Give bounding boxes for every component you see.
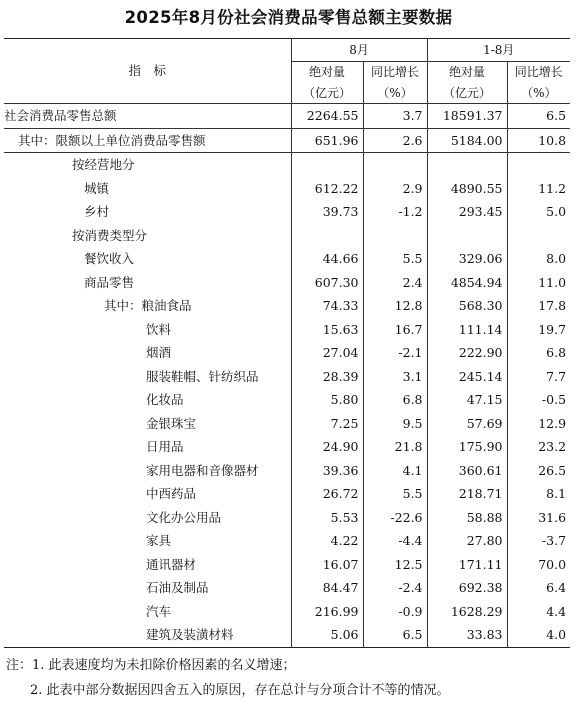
ytd-growth: 12.9 (507, 412, 570, 436)
aug-growth: 6.8 (363, 388, 427, 412)
table-row (4, 224, 570, 248)
indicator-header: 指 标 (4, 39, 291, 104)
row-label: 商品零售 (84, 274, 135, 290)
table-row (4, 506, 570, 530)
table-row (4, 341, 570, 365)
ytd-growth: 6.8 (507, 341, 570, 365)
ytd-value: 1628.29 (427, 600, 507, 624)
ytd-growth: 5.0 (507, 200, 570, 224)
aug-growth: 6.5 (363, 623, 427, 647)
row-label: 按消费类型分 (72, 227, 148, 243)
aug-value: 7.25 (291, 412, 363, 436)
note-2: 2. 此表中部分数据因四舍五入的原因，存在总计与分项合计不等的情况。 (30, 683, 450, 698)
aug-value: 27.04 (291, 341, 363, 365)
ytd-value: 222.90 (427, 341, 507, 365)
table-row (4, 576, 570, 600)
table-row (4, 365, 570, 389)
table-row (4, 412, 570, 436)
aug-value: 612.22 (291, 177, 363, 201)
period-aug-header: 8月 (291, 39, 427, 62)
aug-value: 24.90 (291, 435, 363, 459)
ytd-abs-unit: （亿元） (427, 83, 507, 104)
ytd-value: 360.61 (427, 459, 507, 483)
page-title: 2025年8月份社会消费品零售总额主要数据 (124, 8, 453, 27)
row-label: 家用电器和音像器材 (146, 462, 259, 478)
ytd-value: 4890.55 (427, 177, 507, 201)
table-row (4, 623, 570, 647)
table-row (4, 318, 570, 342)
table-row (4, 294, 570, 318)
aug-value: 5.06 (291, 623, 363, 647)
ytd-value: 329.06 (427, 247, 507, 271)
aug-value: 5.53 (291, 506, 363, 530)
row-label: 汽车 (146, 603, 172, 619)
aug-growth: 5.5 (363, 247, 427, 271)
ytd-growth: 8.0 (507, 247, 570, 271)
ytd-growth: 10.8 (507, 128, 570, 153)
ytd-value: 175.90 (427, 435, 507, 459)
aug-growth: 2.4 (363, 271, 427, 295)
table-row (4, 482, 570, 506)
ytd-growth: 4.0 (507, 623, 570, 647)
table-row (4, 271, 570, 295)
row-label: 餐饮收入 (84, 251, 135, 266)
aug-growth: 16.7 (363, 318, 427, 342)
ytd-growth: 4.4 (507, 600, 570, 624)
ytd-value: 218.71 (427, 482, 507, 506)
aug-growth: 4.1 (363, 459, 427, 483)
ytd-value: 245.14 (427, 365, 507, 389)
aug-growth: -1.2 (363, 200, 427, 224)
aug-growth-header: 同比增长 (363, 62, 427, 84)
aug-growth (363, 153, 427, 177)
ytd-value: 111.14 (427, 318, 507, 342)
ytd-value (427, 153, 507, 177)
aug-value: 74.33 (291, 294, 363, 318)
table-row (4, 553, 570, 577)
table-row (4, 435, 570, 459)
row-label: 文化办公用品 (146, 509, 222, 525)
note-1: 注：1. 此表速度均为未扣除价格因素的名义增速； (6, 658, 296, 673)
ytd-growth: 11.0 (507, 271, 570, 295)
ytd-value: 57.69 (427, 412, 507, 436)
ytd-growth: 70.0 (507, 553, 570, 577)
ytd-growth: 8.1 (507, 482, 570, 506)
table-row (4, 177, 570, 201)
row-label: 通讯器材 (146, 556, 197, 572)
row-label: 其中：限额以上单位消费品零售额 (4, 128, 291, 153)
aug-value: 607.30 (291, 271, 363, 295)
ytd-value: 33.83 (427, 623, 507, 647)
row-label: 按经营地分 (4, 153, 291, 177)
ytd-value: 58.88 (427, 506, 507, 530)
aug-growth: -22.6 (363, 506, 427, 530)
row-label: 烟酒 (146, 345, 172, 360)
ytd-value: 27.80 (427, 529, 507, 553)
aug-growth: 12.5 (363, 553, 427, 577)
aug-growth-unit: （%） (363, 83, 427, 104)
row-label: 家具 (146, 533, 172, 548)
aug-value: 84.47 (291, 576, 363, 600)
aug-value: 5.80 (291, 388, 363, 412)
aug-value: 4.22 (291, 529, 363, 553)
aug-value: 2264.55 (291, 104, 363, 129)
aug-value: 28.39 (291, 365, 363, 389)
period-ytd-header: 1-8月 (427, 39, 570, 62)
row-label: 服装鞋帽、针纺织品 (146, 368, 259, 384)
ytd-growth: 6.5 (507, 104, 570, 129)
table-row (4, 128, 570, 153)
aug-abs-header: 绝对量 (291, 62, 363, 84)
aug-value: 39.36 (291, 459, 363, 483)
ytd-growth (507, 153, 570, 177)
table-row (4, 247, 570, 271)
aug-value: 216.99 (291, 600, 363, 624)
aug-abs-unit: （亿元） (291, 83, 363, 104)
ytd-growth: 11.2 (507, 177, 570, 201)
row-label: 饮料 (146, 321, 172, 337)
aug-growth: 21.8 (363, 435, 427, 459)
aug-value: 15.63 (291, 318, 363, 342)
ytd-growth: 26.5 (507, 459, 570, 483)
table-row (4, 459, 570, 483)
table-row (4, 200, 570, 224)
aug-growth: 9.5 (363, 412, 427, 436)
ytd-value: 692.38 (427, 576, 507, 600)
table-row (4, 104, 570, 129)
ytd-value: 171.11 (427, 553, 507, 577)
ytd-growth: 17.8 (507, 294, 570, 318)
aug-growth: 3.7 (363, 104, 427, 129)
aug-growth: -2.1 (363, 341, 427, 365)
ytd-growth-unit: （%） (507, 83, 570, 104)
ytd-growth: 7.7 (507, 365, 570, 389)
row-label: 金银珠宝 (146, 415, 197, 431)
aug-value: 26.72 (291, 482, 363, 506)
row-label: 社会消费品零售总额 (4, 104, 291, 129)
ytd-value: 568.30 (427, 294, 507, 318)
notes (6, 653, 450, 703)
ytd-growth: -0.5 (507, 388, 570, 412)
aug-value: 651.96 (291, 128, 363, 153)
ytd-growth: 23.2 (507, 435, 570, 459)
ytd-value: 4854.94 (427, 271, 507, 295)
aug-growth: 12.8 (363, 294, 427, 318)
ytd-growth: 19.7 (507, 318, 570, 342)
ytd-value: 47.15 (427, 388, 507, 412)
row-label: 建筑及装潢材料 (146, 627, 234, 642)
table-row (4, 529, 570, 553)
row-label: 乡村 (84, 204, 110, 219)
retail-sales-table (4, 38, 570, 648)
row-label: 其中：粮油食品 (104, 298, 192, 313)
row-label: 石油及制品 (146, 580, 209, 595)
aug-value: 39.73 (291, 200, 363, 224)
row-label: 中西药品 (146, 486, 197, 501)
table-row (4, 388, 570, 412)
ytd-value: 5184.00 (427, 128, 507, 153)
ytd-value: 293.45 (427, 200, 507, 224)
aug-value: 44.66 (291, 247, 363, 271)
table-row (4, 600, 570, 624)
ytd-abs-header: 绝对量 (427, 62, 507, 84)
aug-value (291, 224, 363, 248)
ytd-growth: 31.6 (507, 506, 570, 530)
aug-growth (363, 224, 427, 248)
row-label: 化妆品 (146, 392, 184, 407)
ytd-value (427, 224, 507, 248)
row-label: 城镇 (84, 180, 110, 196)
aug-growth: 2.9 (363, 177, 427, 201)
table-row (4, 153, 570, 177)
aug-value (291, 153, 363, 177)
aug-growth: -0.9 (363, 600, 427, 624)
ytd-value: 18591.37 (427, 104, 507, 129)
ytd-growth (507, 224, 570, 248)
aug-growth: 3.1 (363, 365, 427, 389)
aug-growth: 5.5 (363, 482, 427, 506)
ytd-growth: -3.7 (507, 529, 570, 553)
ytd-growth-header: 同比增长 (507, 62, 570, 84)
aug-growth: 2.6 (363, 128, 427, 153)
row-label: 日用品 (146, 439, 184, 454)
ytd-growth: 6.4 (507, 576, 570, 600)
aug-growth: -2.4 (363, 576, 427, 600)
aug-growth: -4.4 (363, 529, 427, 553)
aug-value: 16.07 (291, 553, 363, 577)
